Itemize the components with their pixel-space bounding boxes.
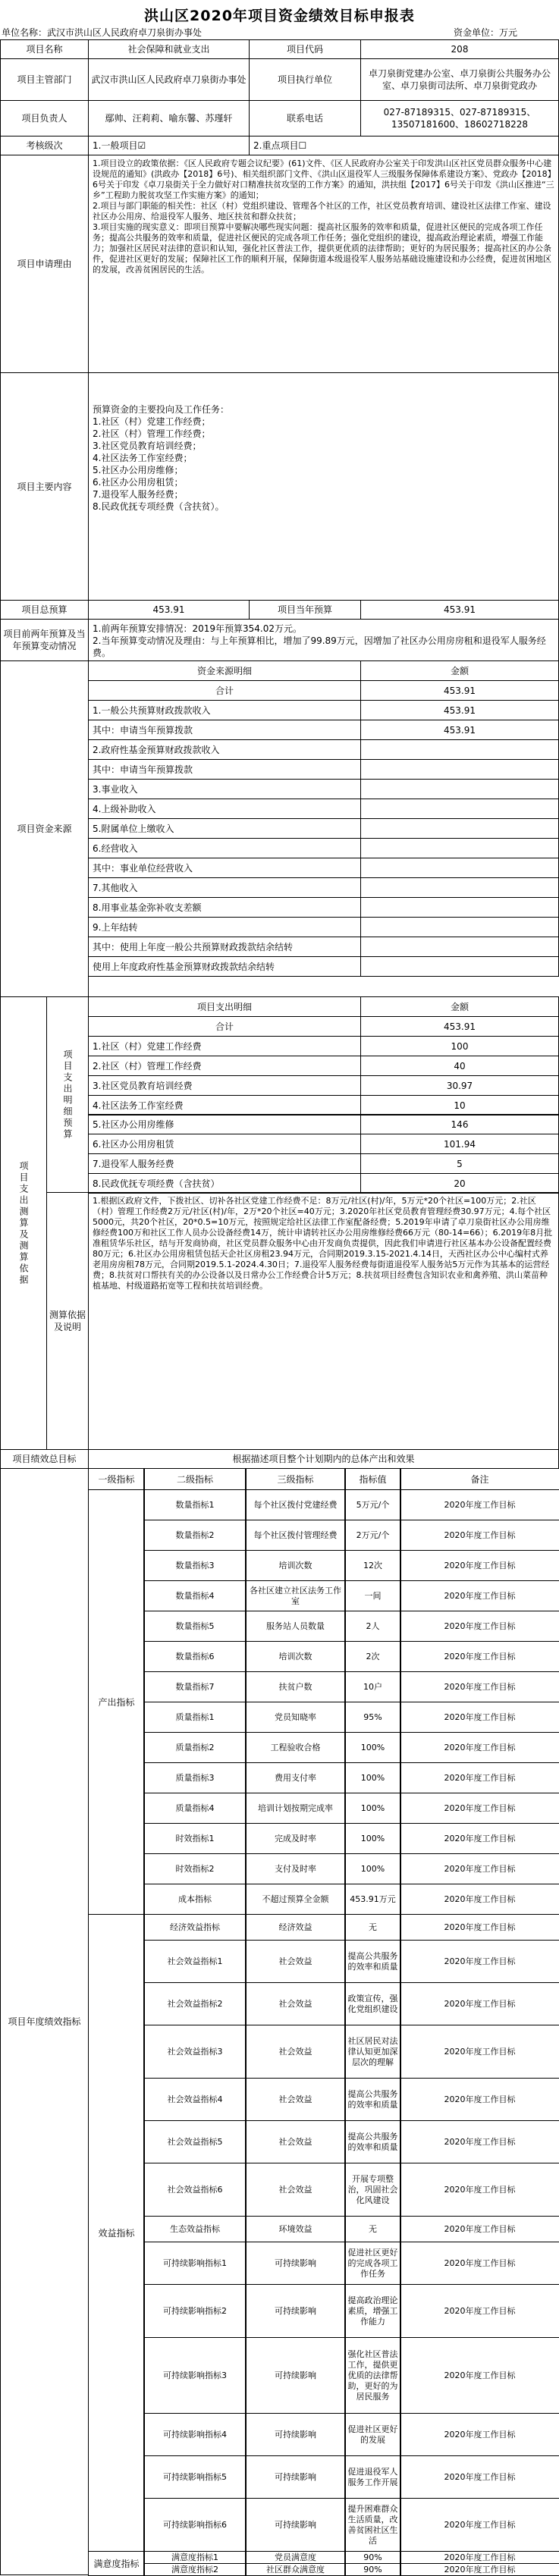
- effect-cell: 2020年度工作目标: [400, 2120, 559, 2163]
- label-expense: 项目支出测算及测算依据: [0, 996, 47, 1450]
- effect-cell: 无: [344, 2216, 401, 2242]
- level-general[interactable]: 1.一般项目☑: [88, 136, 250, 155]
- value-exec: 卓刀泉街党建办公室、卓刀泉街公共服务办公室、卓刀泉街司法所、卓刀泉街党政办: [360, 58, 559, 101]
- source-row-amount: [360, 956, 559, 977]
- effect-cell: 可持续影响指标4: [143, 2413, 247, 2456]
- page-title: 洪山区2020年项目资金绩效目标申报表: [144, 8, 415, 24]
- output-cell: 2020年度工作目标: [400, 1793, 559, 1824]
- label-phone: 联系电话: [249, 100, 361, 136]
- source-row-name: 其中：申请当年预算拨款: [88, 759, 361, 780]
- value-leader: 鄢帅、汪莉莉、喻东馨、苏瑾轩: [88, 100, 250, 136]
- perf-header-cell: 备注: [400, 1468, 559, 1490]
- effect-cell: 2020年度工作目标: [400, 2413, 559, 2456]
- output-cell: 服务站人员数量: [245, 1611, 346, 1642]
- effect-cell: 2020年度工作目标: [400, 2498, 559, 2552]
- effect-cell: 社会效益: [245, 2163, 346, 2217]
- source-row-name: 9.上年结转: [88, 917, 361, 937]
- value-current: 453.91: [360, 600, 559, 620]
- value-project-name: 社会保障和就业支出: [88, 39, 250, 59]
- label-project-name: 项目名称: [0, 39, 89, 59]
- effect-cell: 2020年度工作目标: [400, 1982, 559, 2025]
- effect-cell: 提高公共服务的效率和质量: [344, 1940, 401, 1983]
- effect-cell: 社会效益指标6: [143, 2163, 247, 2217]
- expense-row-amount: 20: [360, 1173, 559, 1194]
- effect-cell: 社会效益: [245, 2025, 346, 2079]
- source-row-name: 6.经营收入: [88, 838, 361, 858]
- output-cell: 12次: [344, 1550, 401, 1581]
- effect-cell: 提高政治理论素质，增强工作能力: [344, 2284, 401, 2338]
- effect-cell: 社会效益: [245, 1982, 346, 2025]
- effect-cell: 可持续影响: [245, 2455, 346, 2499]
- satisfaction-cell: 满意度指标1: [143, 2551, 247, 2564]
- application-text: 1.项目设立的政策依据：《区人民政府专题会议纪要》(61)文件、《区人民政府办公室关于印发洪山区社区党员群众服务中心建设规范的通知》(洪政办【2018】6号)、相关组织部门文件、《洪山区退役军人三级服务保障体系建设方案》、党政办【2018】6号关于印发《卓刀泉街关于全力做好对口精准扶贫攻坚的工作方案》的通知，洪扶组【2017】6号关于印发《洪山区推进“三乡”工程助力脱贫攻坚工作实施方案》的通知； 2.项目与部门职能的相关性：社区（村）党组织建设、管理各个社区的工作，社区党员教育培训、建设社区法律工作室、建设社区办公用房、给退役军人服务、地区扶贫和群众扶贫； 3.项目实施的现实意义：即项目预算中要解决哪些现实问题：提高社区服务的效率和质量，促进社区便民的完成各项工作任务；提高公共服务的效率和质量，促进社区便民的完成各项工作任务；强化党组织的建设，提高政治理论素质，增强工作能力；加强社区居民对法律的意识和认知，强化社区普法工作，提供更优质的法律帮助；更好的为居民服务；提高社区的办公条件，促进社区更好的发展；保障社区工作的顺利开展，保障街道本级退役军人服务站基础设施建设和办公经费，促进贫困地区的发展，改善贫困居民的生活。: [88, 155, 559, 373]
- effect-cell: 可持续影响: [245, 2284, 346, 2338]
- output-cell: 质量指标4: [143, 1793, 247, 1824]
- effect-cell: 2020年度工作目标: [400, 2284, 559, 2338]
- expense-col-amount: 金额: [360, 996, 559, 1017]
- output-cell: 2次: [344, 1641, 401, 1672]
- output-cell: 2020年度工作目标: [400, 1732, 559, 1763]
- source-col-detail: 资金来源明细: [88, 660, 361, 681]
- output-cell: 2020年度工作目标: [400, 1580, 559, 1611]
- effect-cell: 社会效益: [245, 1940, 346, 1983]
- output-cell: 95%: [344, 1702, 401, 1733]
- output-cell: 每个社区拨付党建经费: [245, 1489, 346, 1520]
- output-cell: 时效指标1: [143, 1823, 247, 1854]
- label-project-code: 项目代码: [249, 39, 361, 59]
- source-row-name: 5.附属单位上缴收入: [88, 818, 361, 839]
- output-cell: 完成及时率: [245, 1823, 346, 1854]
- effect-cell: 可持续影响: [245, 2337, 346, 2414]
- label-perf-total: 项目绩效总目标: [0, 1449, 89, 1469]
- source-row-amount: 453.91: [360, 720, 559, 740]
- effect-cell: 社会效益指标3: [143, 2025, 247, 2079]
- satisfaction-cell: 2020年度工作目标: [400, 2551, 559, 2564]
- output-cell: 2万元/个: [344, 1520, 401, 1551]
- expense-row-name: 6.社区办公用房租赁: [88, 1134, 361, 1154]
- effect-cell: 可持续影响指标3: [143, 2337, 247, 2414]
- output-cell: 数量指标7: [143, 1671, 247, 1702]
- effect-cell: 2020年度工作目标: [400, 2337, 559, 2414]
- satisfaction-cell: 满意度指标2: [143, 2563, 247, 2576]
- effect-cell: 2020年度工作目标: [400, 2163, 559, 2217]
- output-cell: 数量指标4: [143, 1580, 247, 1611]
- label-application: 项目申请理由: [0, 155, 89, 373]
- source-row-amount: [360, 897, 559, 918]
- output-cell: 数量指标1: [143, 1489, 247, 1520]
- effect-cell: 生态效益指标: [143, 2216, 247, 2242]
- output-cell: 质量指标2: [143, 1732, 247, 1763]
- output-cell: 2020年度工作目标: [400, 1550, 559, 1581]
- source-row-name: 8.用事业基金弥补收支差额: [88, 897, 361, 918]
- expense-row-amount: 453.91: [360, 1016, 559, 1037]
- effect-cell: 经济效益指标: [143, 1914, 247, 1941]
- output-cell: 质量指标3: [143, 1762, 247, 1793]
- output-cell: 2020年度工作目标: [400, 1520, 559, 1551]
- effect-label: 效益指标: [88, 1914, 145, 2552]
- expense-row-name: 合计: [88, 1016, 361, 1037]
- output-cell: 费用支付率: [245, 1762, 346, 1793]
- effect-cell: 环境效益: [245, 2216, 346, 2242]
- output-cell: 数量指标5: [143, 1611, 247, 1642]
- output-cell: 100%: [344, 1762, 401, 1793]
- source-row-amount: [360, 739, 559, 760]
- effect-cell: 2020年度工作目标: [400, 1940, 559, 1983]
- source-row-amount: [360, 759, 559, 780]
- effect-cell: 可持续影响指标1: [143, 2242, 247, 2285]
- output-cell: 时效指标2: [143, 1853, 247, 1884]
- expense-row-amount: 30.97: [360, 1075, 559, 1096]
- output-cell: 一间: [344, 1580, 401, 1611]
- source-row-amount: [360, 917, 559, 937]
- output-cell: 质量指标1: [143, 1702, 247, 1733]
- effect-cell: 2020年度工作目标: [400, 2242, 559, 2285]
- output-cell: 2020年度工作目标: [400, 1762, 559, 1793]
- effect-cell: 提高公共服务的效率和质量: [344, 2120, 401, 2163]
- expense-row-name: 1.社区（村）党建工作经费: [88, 1036, 361, 1056]
- output-cell: 2020年度工作目标: [400, 1702, 559, 1733]
- source-row-name: 使用上年度政府性基金预算财政拨款结余结转: [88, 956, 361, 977]
- output-cell: 培训次数: [245, 1550, 346, 1581]
- source-row-name: 7.其他收入: [88, 877, 361, 898]
- output-cell: 2020年度工作目标: [400, 1884, 559, 1915]
- source-row-name: 1.一般公共预算财政拨款收入: [88, 700, 361, 720]
- source-row-amount: 453.91: [360, 700, 559, 720]
- output-label: 产出指标: [88, 1489, 145, 1915]
- expense-row-name: 4.社区法务工作室经费: [88, 1095, 361, 1115]
- expense-row-amount: 146: [360, 1114, 559, 1134]
- label-total: 项目总预算: [0, 600, 89, 620]
- effect-cell: 提升困难群众生活质量，改善贫困社区生活: [344, 2498, 401, 2552]
- source-row-name: 3.事业收入: [88, 779, 361, 799]
- output-cell: 100%: [344, 1732, 401, 1763]
- satisfaction-cell: 党员满意度: [245, 2551, 346, 2564]
- unit-name: 单位名称：武汉市洪山区人民政府卓刀泉街办事处: [2, 27, 203, 38]
- expense-col-detail: 项目支出明细: [88, 996, 361, 1017]
- effect-cell: 社会效益指标1: [143, 1940, 247, 1983]
- source-row-amount: [360, 838, 559, 858]
- source-row-name: 合计: [88, 680, 361, 701]
- value-phone: 027-87189315、027-87189315、13507181600、18602718228: [360, 100, 559, 136]
- output-cell: 10户: [344, 1671, 401, 1702]
- satisfaction-cell: 2020年度工作目标: [400, 2563, 559, 2576]
- satisfaction-label: 满意度指标: [88, 2551, 145, 2576]
- output-cell: 扶贫户数: [245, 1671, 346, 1702]
- effect-cell: 可持续影响: [245, 2498, 346, 2552]
- label-source: 项目资金来源: [0, 660, 89, 997]
- output-cell: 党员知晓率: [245, 1702, 346, 1733]
- expense-row-name: 5.社区办公用房维修: [88, 1114, 361, 1134]
- output-cell: 2人: [344, 1611, 401, 1642]
- effect-cell: 促进社区更好的发展: [344, 2413, 401, 2456]
- effect-cell: 2020年度工作目标: [400, 2455, 559, 2499]
- expense-row-name: 2.社区（村）管理工作经费: [88, 1056, 361, 1076]
- output-cell: 数量指标2: [143, 1520, 247, 1551]
- label-perf: 项目年度绩效指标: [0, 1468, 89, 2575]
- expense-row-name: 3.社区党员教育培训经费: [88, 1075, 361, 1096]
- expense-row-amount: 101.94: [360, 1134, 559, 1154]
- source-row-amount: 453.91: [360, 680, 559, 701]
- output-cell: 数量指标3: [143, 1550, 247, 1581]
- source-row-amount: [360, 937, 559, 957]
- effect-cell: 无: [344, 1914, 401, 1941]
- effect-cell: 2020年度工作目标: [400, 2025, 559, 2079]
- output-cell: 453.91万元: [344, 1884, 401, 1915]
- source-row-name: 其中：使用上年度一般公共预算财政拨款结余结转: [88, 937, 361, 957]
- expense-row-amount: 40: [360, 1056, 559, 1076]
- label-expense-detail: 项目支出明细预算: [46, 996, 89, 1193]
- output-cell: 每个社区拨付管理经费: [245, 1520, 346, 1551]
- perf-total-text: 根据描述项目整个计划期内的总体产出和效果: [88, 1449, 559, 1469]
- satisfaction-cell: 90%: [344, 2551, 401, 2564]
- output-cell: 100%: [344, 1823, 401, 1854]
- source-col-amount: 金额: [360, 660, 559, 681]
- label-leader: 项目负责人: [0, 100, 89, 136]
- effect-cell: 社会效益指标2: [143, 1982, 247, 2025]
- expense-row-amount: 100: [360, 1036, 559, 1056]
- perf-header-cell: 一级指标: [88, 1468, 145, 1490]
- output-cell: 支付及时率: [245, 1853, 346, 1884]
- label-compare: 项目前两年预算及当年预算变动情况: [0, 619, 89, 661]
- effect-cell: 可持续影响: [245, 2413, 346, 2456]
- effect-cell: 强化社区普法工作，提供更优质的法律帮助，更好的为居民服务: [344, 2337, 401, 2414]
- output-cell: 2020年度工作目标: [400, 1489, 559, 1520]
- output-cell: 培训计划按期完成率: [245, 1793, 346, 1824]
- effect-cell: 开展专项整治，巩固社会化风建设: [344, 2163, 401, 2217]
- money-unit: 资金单位：万元: [454, 27, 518, 38]
- label-dept: 项目主管部门: [0, 58, 89, 101]
- effect-cell: 社会效益指标4: [143, 2078, 247, 2121]
- effect-cell: 2020年度工作目标: [400, 2216, 559, 2242]
- output-cell: 2020年度工作目标: [400, 1641, 559, 1672]
- source-row-name: 其中：事业单位经营收入: [88, 858, 361, 878]
- output-cell: 2020年度工作目标: [400, 1853, 559, 1884]
- label-contents: 项目主要内容: [0, 372, 89, 601]
- effect-cell: 经济效益: [245, 1914, 346, 1941]
- output-cell: 2020年度工作目标: [400, 1823, 559, 1854]
- output-cell: 100%: [344, 1793, 401, 1824]
- source-row-amount: [360, 818, 559, 839]
- expense-row-amount: 10: [360, 1095, 559, 1115]
- source-row-amount: [360, 858, 559, 878]
- effect-cell: 2020年度工作目标: [400, 1914, 559, 1941]
- basis-text: 1.根据区政府文件，下拨社区、切补各社区党建工作经费不足：8万元/社区(村)/年，5万元*20个社区=100万元；2.社区（村）管理工作经费2万元/社区(村)/年，2万*20个社区=40万元；3.2020年社区党员教育管理经费30.97万元；4.每个社区5000元，共20个社区，20*0.5=10万元，按照规定给社区法律工作室配备经费；5.2019年申请了卓刀泉街社区办公用房维修经费100万和社区工作人员办公设备经费14万，统计申请转社区办公用房维修经费66万元（80-14=66）；6.2019年8月批准租赁华乐社区，结与开发商协商，社区党员群众服务中心由开发商负责提供，因此我们申请进行社区基本办公设备配置经费80万元；6.社区办公用房租赁包括天企社区房租23.94万元，合同期2019.3.15-2021.4.14日，天西社区办公中心编村式养老用房房租78万元，合同期2019.5.1-2024.4.30日；7.退役军人服务经费每街道退役军人服务站5万元作为其基本的运营经费；8.扶贫对口帮扶有关的办公设备以及日常办公工作经费合计5万元；8.扶贫项目经费包含知识农业和禽养殖、洪山菜苗种植基地、村级道路拓宽等工程和扶贫培训经费。: [88, 1192, 559, 1450]
- label-exec: 项目执行单位: [249, 58, 361, 101]
- source-row-name: 其中：申请当年预算拨款: [88, 720, 361, 740]
- effect-cell: 2020年度工作目标: [400, 2078, 559, 2121]
- value-total: 453.91: [88, 600, 250, 620]
- output-cell: 数量指标6: [143, 1641, 247, 1672]
- source-row-amount: [360, 877, 559, 898]
- label-basis: 测算依据及说明: [46, 1192, 89, 1450]
- output-cell: 成本指标: [143, 1884, 247, 1915]
- perf-header-cell: 指标值: [344, 1468, 401, 1490]
- effect-cell: 促进社区更好的完成各项工作任务: [344, 2242, 401, 2285]
- perf-header-cell: 三级指标: [245, 1468, 346, 1490]
- expense-row-amount: 5: [360, 1153, 559, 1174]
- effect-cell: 社区居民对法律认知更加深层次的理解: [344, 2025, 401, 2079]
- compare-text: 1.前两年预算安排情况：2019年预算354.02万元。 2.当年预算变动情况及理由：与上年预算相比，增加了99.89万元，因增加了社区办公用房房租和退役军人服务经费。: [88, 619, 559, 661]
- output-cell: 2020年度工作目标: [400, 1611, 559, 1642]
- source-row-amount: [360, 779, 559, 799]
- output-cell: 工程验收合格: [245, 1732, 346, 1763]
- effect-cell: 社会效益: [245, 2078, 346, 2121]
- label-current: 项目当年预算: [249, 600, 361, 620]
- effect-cell: 提高公共服务的效率和质量: [344, 2078, 401, 2121]
- level-key[interactable]: 2.重点项目☐: [249, 136, 559, 155]
- output-cell: 5万元/个: [344, 1489, 401, 1520]
- satisfaction-cell: 社区群众满意度: [245, 2563, 346, 2576]
- value-dept: 武汉市洪山区人民政府卓刀泉街办事处: [88, 58, 250, 101]
- effect-cell: 社会效益指标5: [143, 2120, 247, 2163]
- source-row-name: 4.上级补助收入: [88, 799, 361, 819]
- effect-cell: 可持续影响指标5: [143, 2455, 247, 2499]
- expense-row-name: 8.民政优抚专项经费（含扶贫）: [88, 1173, 361, 1194]
- output-cell: 2020年度工作目标: [400, 1671, 559, 1702]
- expense-row-name: 7.退役军人服务经费: [88, 1153, 361, 1174]
- effect-cell: 可持续影响指标2: [143, 2284, 247, 2338]
- effect-cell: 可持续影响指标6: [143, 2498, 247, 2552]
- contents-text: 预算资金的主要投向及工作任务： 1.社区（村）党建工作经费； 2.社区（村）管理工作经费； 3.社区党员教育培训经费； 4.社区法务工作室经费； 5.社区办公用房维修； 6.社区办公用房租赁； 7.退役军人服务经费； 8.民政优抚专项经费（含扶贫）。: [88, 372, 559, 601]
- label-level: 考核级次: [0, 136, 89, 155]
- perf-header-cell: 二级指标: [143, 1468, 247, 1490]
- effect-cell: 促进退役军人服务工作开展: [344, 2455, 401, 2499]
- output-cell: 培训次数: [245, 1641, 346, 1672]
- satisfaction-cell: 90%: [344, 2563, 401, 2576]
- effect-cell: 可持续影响: [245, 2242, 346, 2285]
- source-row-name: 2.政府性基金预算财政拨款收入: [88, 739, 361, 760]
- value-project-code: 208: [360, 39, 559, 59]
- output-cell: 100%: [344, 1853, 401, 1884]
- output-cell: 各社区建立社区法务工作室: [245, 1580, 346, 1611]
- effect-cell: 政策宣传，强化党组织建设: [344, 1982, 401, 2025]
- effect-cell: 社会效益: [245, 2120, 346, 2163]
- output-cell: 不超过预算全金额: [245, 1884, 346, 1915]
- source-row-amount: [360, 799, 559, 819]
